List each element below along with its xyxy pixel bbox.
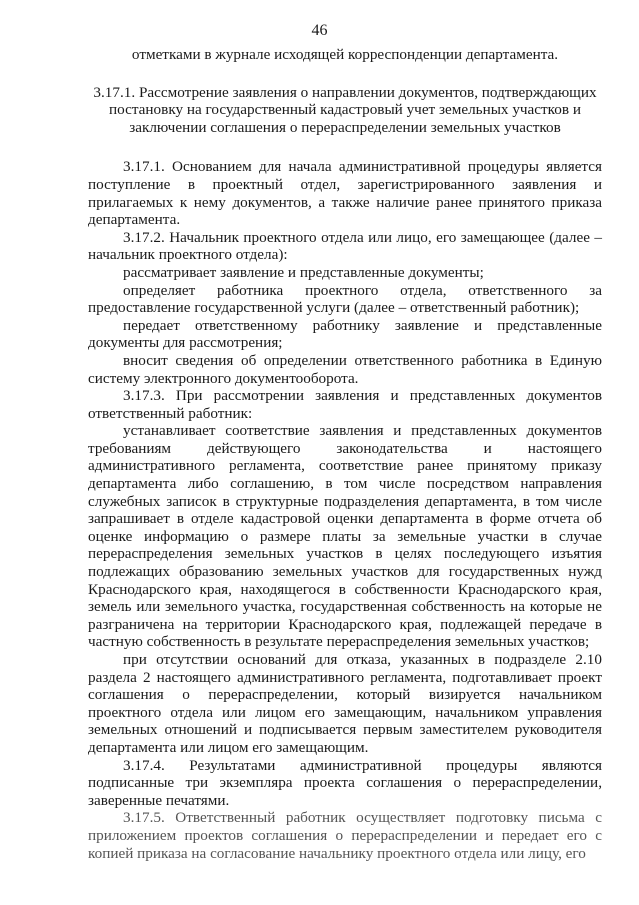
paragraph-3-17-5: 3.17.5. Ответственный работник осуществляет подготовку письма с приложением проектов соглашения о перераспределении и передает его с копией приказа на согласование начальнику проектного отдела или лицу, его <box>88 809 602 862</box>
list-item-review: рассматривает заявление и представленные документы; <box>123 263 484 281</box>
paragraph-3-17-3: 3.17.3. При рассмотрении заявления и представленных документов ответственный работник: <box>88 387 602 422</box>
section-heading: 3.17.1. Рассмотрение заявления о направлении документов, подтверждающих постановку на государственный кадастровый учет земельных участков и заключении соглашения о перераспределении земельных участков <box>93 83 597 136</box>
list-item-assign: определяет работника проектного отдела, ответственного за предоставление государственной услуги (далее – ответственный работник); <box>88 281 602 317</box>
continuation-text: отметками в журнале исходящей корреспонденции департамента. <box>131 46 559 63</box>
paragraph-3-17-2: 3.17.2. Начальник проектного отдела или лицо, его замещающее (далее – начальник проектного отдела): <box>88 228 602 264</box>
document-body <box>88 46 602 862</box>
list-item-prepare: при отсутствии оснований для отказа, указанных в подразделе 2.10 раздела 2 настоящего административного регламента, подготавливает проект соглашения о перераспределении, который визируется начальником проектного отдела или лицом его замещающим, начальником управления земельных отношений и подписывается первым заместителем руководителя департамента или лицом его замещающим. <box>88 651 602 756</box>
list-item-transfer: передает ответственному работнику заявление и представленные документы для рассмотрения; <box>88 316 602 352</box>
list-item-verify: устанавливает соответствие заявления и представленных документов требованиям действующего законодательства и настоящего административного регламента, соответствие ранее принятому приказу департамента либо соглашению, в том числе посредством направления служебных записок в структурные подразделения департамента, в том числе запрашивает в отделе кадастровой оценки департамента в форме отчета об оценке информацию о размере платы за земельные участки в случае перераспределения земельных участков в целях последующего изъятия подлежащих образованию земельных участков для государственных нужд Краснодарского края, находящегося в собственности Краснодарского края, земель или земельного участка, государственная собственность на которые не разграничена на территории Краснодарского края, подлежащей передаче в частную собственность в результате перераспределения земельных участков; <box>88 422 602 651</box>
list-item-register: вносит сведения об определении ответственного работника в Единую систему электронного документооборота. <box>88 351 602 387</box>
page-number: 46 <box>311 22 328 39</box>
paragraph-3-17-1: 3.17.1. Основанием для начала административной процедуры является поступление в проектный отдел, зарегистрированного заявления и прилагаемых к нему документов, а также наличие ранее принятого приказа департамента. <box>88 158 602 229</box>
paragraph-3-17-4: 3.17.4. Результатами административной процедуры являются подписанные три экземпляра проекта соглашения о перераспределении, заверенные печатями. <box>88 756 602 809</box>
